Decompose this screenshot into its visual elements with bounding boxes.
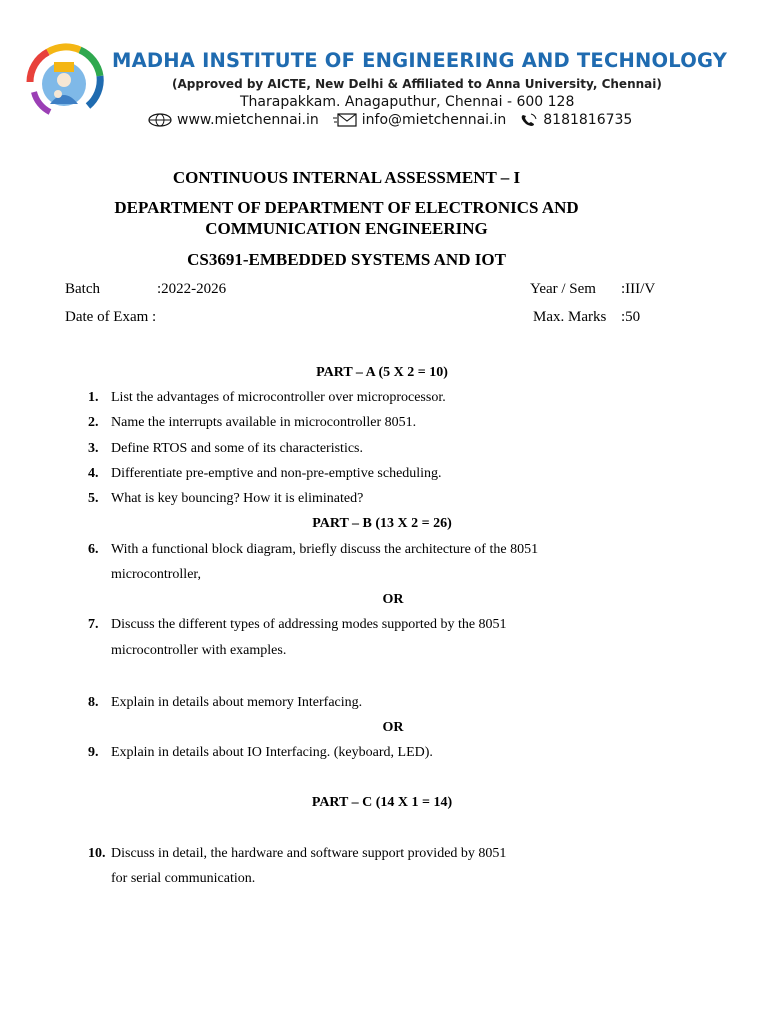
or-separator: OR [382,592,404,607]
year-sem-label: Year / Sem [530,281,596,297]
question-number: 10. [88,846,106,861]
institution-approval: (Approved by AICTE, New Delhi & Affiliated to Anna University, Chennai) [172,77,662,91]
batch-value: :2022-2026 [157,281,227,297]
question-number: 2. [88,415,99,430]
question-text-continued: for serial communication. [111,871,256,886]
exam-date-label: Date of Exam : [65,309,157,325]
question-number: 4. [88,466,99,481]
website-link[interactable]: www.mietchennai.in [177,112,319,128]
batch-label: Batch [65,281,100,297]
question-text: Explain in details about memory Interfacing. [111,695,363,710]
institution-address: Tharapakkam. Anagaputhur, Chennai - 600 128 [240,94,575,110]
phone-icon [520,113,538,127]
question-text: Differentiate pre-emptive and non-pre-emptive scheduling. [111,466,442,481]
institution-header [0,0,768,140]
part-a-heading: PART – A (5 X 2 = 10) [316,365,448,380]
question-text: Discuss the different types of addressing modes supported by the 8051 [111,617,507,632]
part-b-heading: PART – B (13 X 2 = 26) [312,516,452,531]
question-number: 9. [88,745,99,760]
institution-name: MADHA INSTITUTE OF ENGINEERING AND TECHNOLOGY [112,49,728,72]
max-marks-label: Max. Marks [533,309,607,325]
question-text: Explain in details about IO Interfacing. (keyboard, LED). [111,745,433,760]
institution-logo-icon [22,42,106,118]
question-number: 8. [88,695,99,710]
part-c-heading: PART – C (14 X 1 = 14) [311,795,453,810]
question-text: Name the interrupts available in microcontroller 8051. [111,415,417,430]
question-text-continued: microcontroller, [111,567,202,582]
globe-icon [148,113,172,127]
course-title: CS3691-EMBEDDED SYSTEMS AND IOT [187,250,506,269]
question-text: List the advantages of microcontroller over microprocessor. [111,390,446,405]
question-number: 1. [88,390,99,405]
question-number: 3. [88,441,99,456]
max-marks-value: :50 [621,309,641,325]
question-text-continued: microcontroller with examples. [111,643,287,658]
year-sem-value: :III/V [621,281,656,297]
department-title-line1: DEPARTMENT OF DEPARTMENT OF ELECTRONICS AND [114,198,579,217]
question-text: Discuss in detail, the hardware and software support provided by 8051 [111,846,507,861]
question-number: 6. [88,542,99,557]
department-title-line2: COMMUNICATION ENGINEERING [205,219,488,238]
or-separator: OR [382,720,404,735]
phone-number: 8181816735 [543,112,633,128]
question-text: What is key bouncing? How it is eliminated? [111,491,364,506]
mail-icon [333,113,357,127]
contact-row [148,112,632,128]
question-number: 5. [88,491,99,506]
question-text: Define RTOS and some of its characteristics. [111,441,363,456]
question-text: With a functional block diagram, briefly discuss the architecture of the 8051 [111,542,539,557]
question-number: 7. [88,617,99,632]
email-link[interactable]: info@mietchennai.in [361,112,507,128]
assessment-title: CONTINUOUS INTERNAL ASSESSMENT – I [172,168,521,187]
